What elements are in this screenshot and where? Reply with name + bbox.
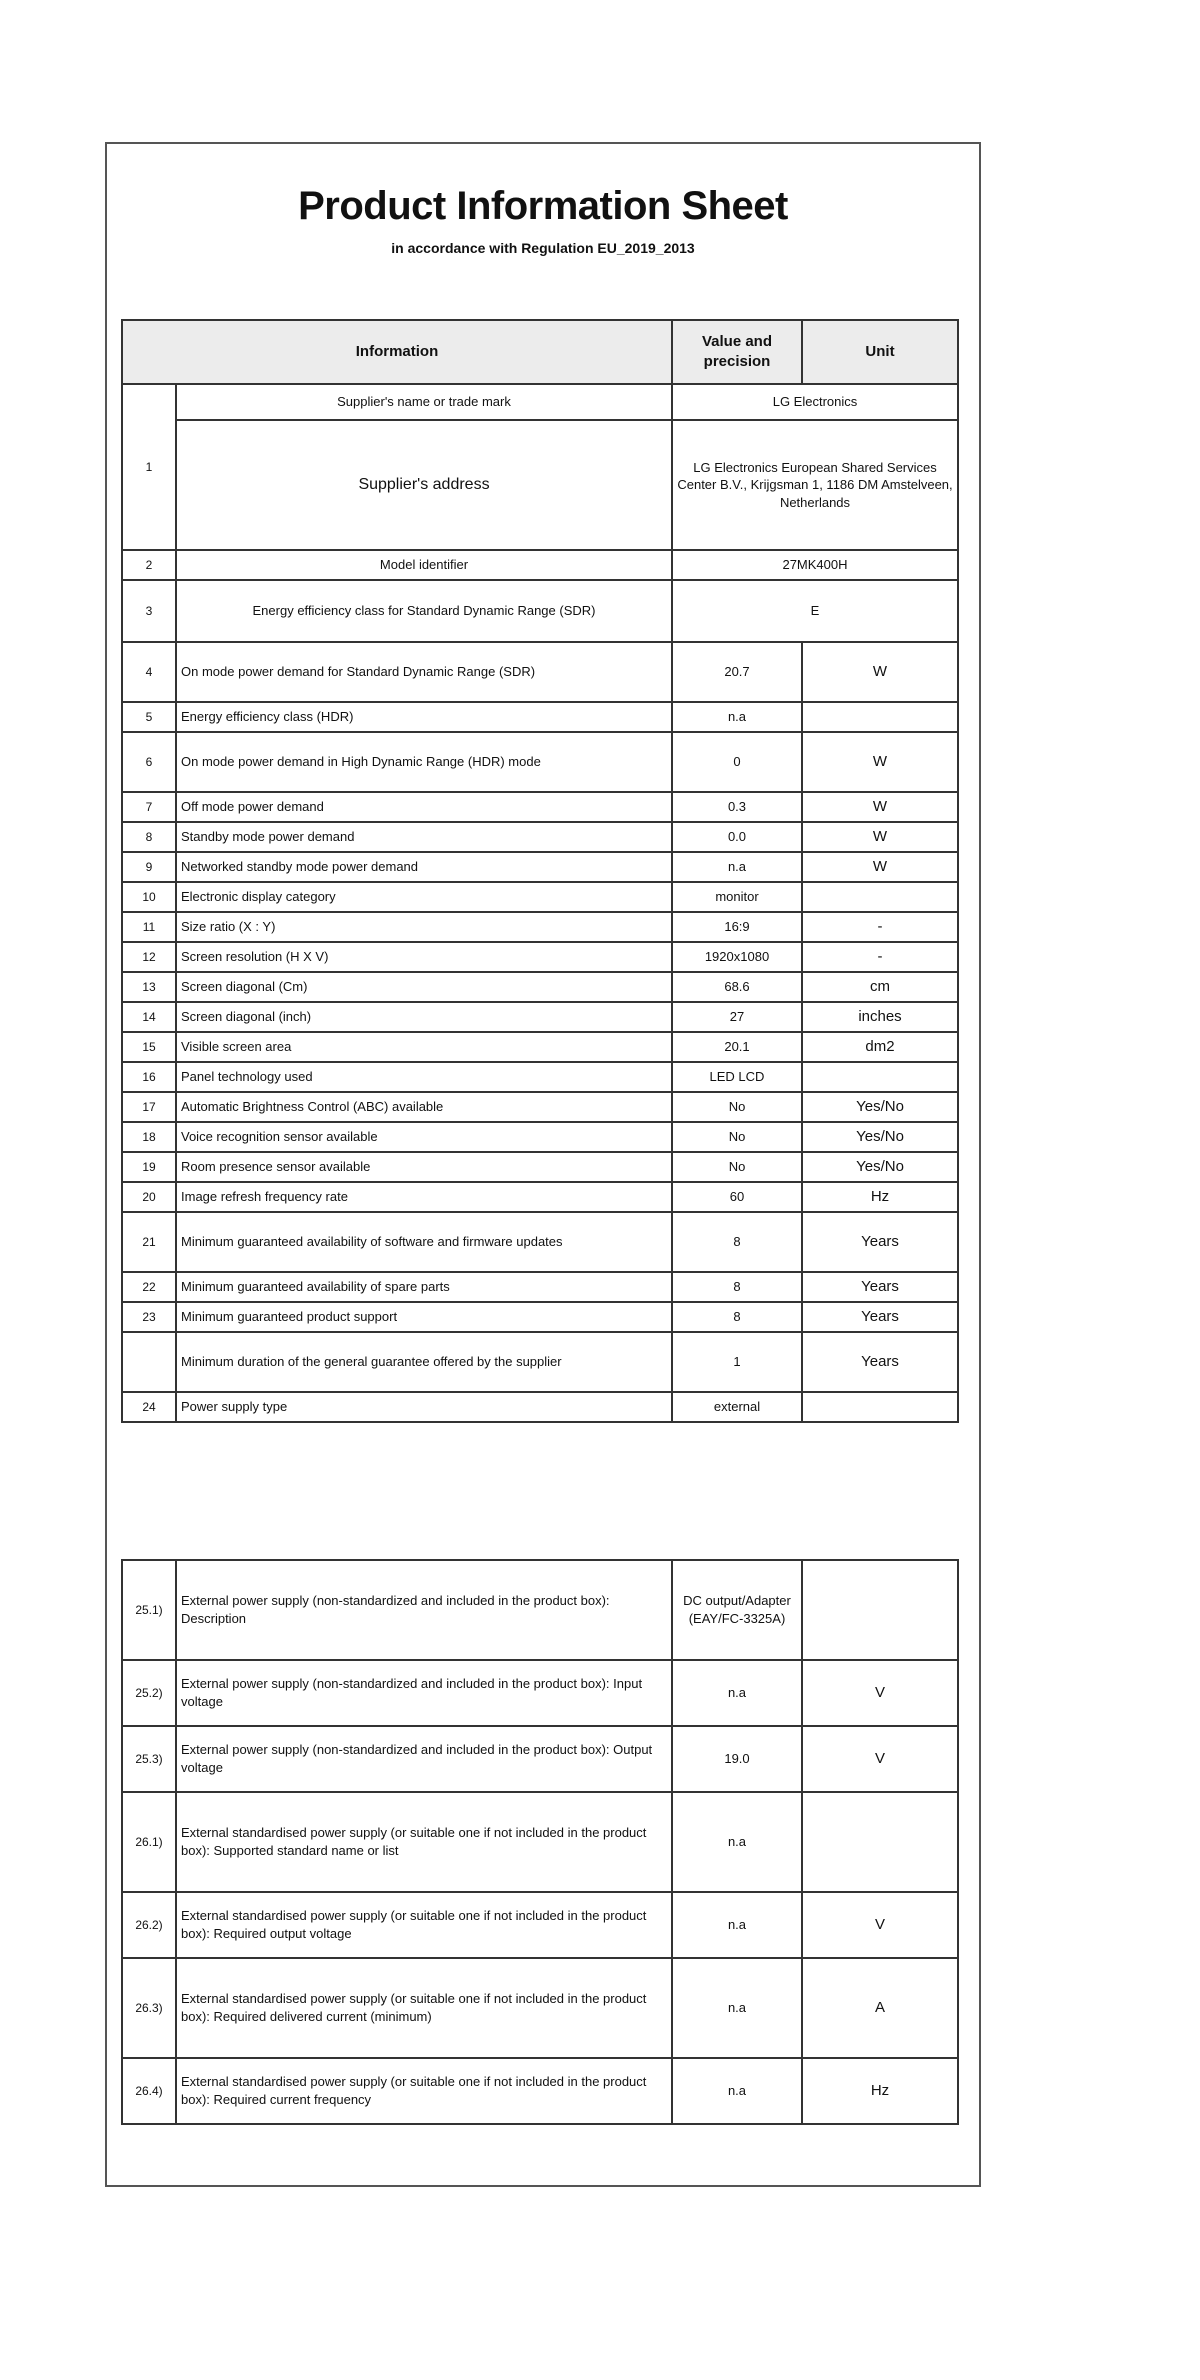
row-value: n.a bbox=[672, 1792, 802, 1892]
table-row bbox=[122, 1660, 958, 1726]
row-number: 15 bbox=[122, 1032, 176, 1062]
table-row bbox=[122, 1332, 958, 1392]
row-value: 1 bbox=[672, 1332, 802, 1392]
row-value: E bbox=[672, 580, 958, 642]
row-unit: V bbox=[802, 1726, 958, 1792]
row-unit: V bbox=[802, 1892, 958, 1958]
row-number: 21 bbox=[122, 1212, 176, 1272]
row-number: 18 bbox=[122, 1122, 176, 1152]
row-label: Networked standby mode power demand bbox=[176, 852, 672, 882]
row-value: No bbox=[672, 1092, 802, 1122]
row-value: LG Electronics European Shared Services Center B.V., Krijgsman 1, 1186 DM Amstelveen, Netherlands bbox=[672, 420, 958, 550]
table-row bbox=[122, 972, 958, 1002]
row-number: 19 bbox=[122, 1152, 176, 1182]
row-label: Voice recognition sensor available bbox=[176, 1122, 672, 1152]
row-value: n.a bbox=[672, 1892, 802, 1958]
row-label: Electronic display category bbox=[176, 882, 672, 912]
row-label: External power supply (non-standardized and included in the product box): Description bbox=[176, 1560, 672, 1660]
row-value: n.a bbox=[672, 2058, 802, 2124]
page-title: Product Information Sheet bbox=[298, 184, 788, 228]
row-value: No bbox=[672, 1122, 802, 1152]
row-value: n.a bbox=[672, 1958, 802, 2058]
table-row bbox=[122, 942, 958, 972]
row-label: Minimum guaranteed product support bbox=[176, 1302, 672, 1332]
row-number: 6 bbox=[122, 732, 176, 792]
row-unit: - bbox=[802, 912, 958, 942]
row-label: Screen diagonal (inch) bbox=[176, 1002, 672, 1032]
row-value: 8 bbox=[672, 1272, 802, 1302]
row-label: Room presence sensor available bbox=[176, 1152, 672, 1182]
row-number: 23 bbox=[122, 1302, 176, 1332]
row-value: 0.3 bbox=[672, 792, 802, 822]
row-unit: Hz bbox=[802, 2058, 958, 2124]
row-label: Screen diagonal (Cm) bbox=[176, 972, 672, 1002]
product-information-sheet bbox=[105, 142, 981, 2187]
row-label: Standby mode power demand bbox=[176, 822, 672, 852]
row-value: 1920x1080 bbox=[672, 942, 802, 972]
table-row bbox=[122, 732, 958, 792]
row-value: 20.1 bbox=[672, 1032, 802, 1062]
row-label: Minimum duration of the general guarantee offered by the supplier bbox=[176, 1332, 672, 1392]
row-number: 20 bbox=[122, 1182, 176, 1212]
row-number: 8 bbox=[122, 822, 176, 852]
row-unit: Years bbox=[802, 1302, 958, 1332]
table-row bbox=[122, 1092, 958, 1122]
row-unit: W bbox=[802, 792, 958, 822]
row-unit bbox=[802, 1792, 958, 1892]
table-header-row bbox=[122, 320, 958, 384]
row-number: 24 bbox=[122, 1392, 176, 1422]
row-value: 27MK400H bbox=[672, 550, 958, 580]
row-unit bbox=[802, 1062, 958, 1092]
table-row bbox=[122, 1958, 958, 2058]
row-number: 17 bbox=[122, 1092, 176, 1122]
row-number: 9 bbox=[122, 852, 176, 882]
row-number: 11 bbox=[122, 912, 176, 942]
row-value: 60 bbox=[672, 1182, 802, 1212]
table-row bbox=[122, 1152, 958, 1182]
row-label: On mode power demand in High Dynamic Range (HDR) mode bbox=[176, 732, 672, 792]
row-value: No bbox=[672, 1152, 802, 1182]
row-label: Energy efficiency class for Standard Dynamic Range (SDR) bbox=[176, 580, 672, 642]
row-unit: cm bbox=[802, 972, 958, 1002]
row-value: monitor bbox=[672, 882, 802, 912]
row-label: Minimum guaranteed availability of spare parts bbox=[176, 1272, 672, 1302]
table-row bbox=[122, 882, 958, 912]
table-row bbox=[122, 1892, 958, 1958]
row-unit: Years bbox=[802, 1332, 958, 1392]
table-row bbox=[122, 852, 958, 882]
table-row bbox=[122, 580, 958, 642]
row-label: Image refresh frequency rate bbox=[176, 1182, 672, 1212]
row-label: External power supply (non-standardized and included in the product box): Input voltage bbox=[176, 1660, 672, 1726]
row-value: n.a bbox=[672, 1660, 802, 1726]
table-row bbox=[122, 420, 958, 550]
row-number bbox=[122, 1332, 176, 1392]
row-number: 10 bbox=[122, 882, 176, 912]
row-number: 26.4) bbox=[122, 2058, 176, 2124]
row-value: 68.6 bbox=[672, 972, 802, 1002]
row-unit: Yes/No bbox=[802, 1152, 958, 1182]
table-row bbox=[122, 550, 958, 580]
row-value: 8 bbox=[672, 1302, 802, 1332]
row-number: 7 bbox=[122, 792, 176, 822]
row-unit: - bbox=[802, 942, 958, 972]
row-unit: V bbox=[802, 1660, 958, 1726]
row-label: External standardised power supply (or suitable one if not included in the product box): Required current frequency bbox=[176, 2058, 672, 2124]
table-row bbox=[122, 1062, 958, 1092]
row-number: 2 bbox=[122, 550, 176, 580]
row-label: Supplier's address bbox=[176, 420, 672, 550]
row-number: 22 bbox=[122, 1272, 176, 1302]
row-unit bbox=[802, 1392, 958, 1422]
row-number: 16 bbox=[122, 1062, 176, 1092]
row-unit: dm2 bbox=[802, 1032, 958, 1062]
row-unit: W bbox=[802, 822, 958, 852]
table-row bbox=[122, 702, 958, 732]
header-value: Value and precision bbox=[672, 320, 802, 384]
row-label: Visible screen area bbox=[176, 1032, 672, 1062]
row-unit bbox=[802, 1560, 958, 1660]
table-row bbox=[122, 912, 958, 942]
row-number: 1 bbox=[122, 384, 176, 550]
row-unit: W bbox=[802, 642, 958, 702]
table-row bbox=[122, 384, 958, 420]
row-value: 0 bbox=[672, 732, 802, 792]
row-label: Supplier's name or trade mark bbox=[176, 384, 672, 420]
row-unit: W bbox=[802, 732, 958, 792]
row-number: 5 bbox=[122, 702, 176, 732]
row-value: 27 bbox=[672, 1002, 802, 1032]
row-number: 26.3) bbox=[122, 1958, 176, 2058]
info-table-power-supply bbox=[121, 1559, 959, 2125]
row-number: 12 bbox=[122, 942, 176, 972]
table-row bbox=[122, 1560, 958, 1660]
table-row bbox=[122, 1792, 958, 1892]
row-value: DC output/Adapter (EAY/FC-3325A) bbox=[672, 1560, 802, 1660]
header-unit: Unit bbox=[802, 320, 958, 384]
row-unit bbox=[802, 702, 958, 732]
row-unit bbox=[802, 882, 958, 912]
row-value: 20.7 bbox=[672, 642, 802, 702]
row-unit: Years bbox=[802, 1212, 958, 1272]
row-number: 4 bbox=[122, 642, 176, 702]
row-number: 25.2) bbox=[122, 1660, 176, 1726]
row-number: 3 bbox=[122, 580, 176, 642]
row-label: External power supply (non-standardized and included in the product box): Output voltage bbox=[176, 1726, 672, 1792]
row-number: 25.1) bbox=[122, 1560, 176, 1660]
table-row bbox=[122, 642, 958, 702]
row-value: n.a bbox=[672, 702, 802, 732]
row-label: On mode power demand for Standard Dynamic Range (SDR) bbox=[176, 642, 672, 702]
row-unit: Hz bbox=[802, 1182, 958, 1212]
row-label: Size ratio (X : Y) bbox=[176, 912, 672, 942]
row-label: Model identifier bbox=[176, 550, 672, 580]
row-value: external bbox=[672, 1392, 802, 1422]
row-label: Automatic Brightness Control (ABC) available bbox=[176, 1092, 672, 1122]
row-unit: W bbox=[802, 852, 958, 882]
table-row bbox=[122, 1122, 958, 1152]
row-unit: inches bbox=[802, 1002, 958, 1032]
row-number: 26.2) bbox=[122, 1892, 176, 1958]
page-subtitle: in accordance with Regulation EU_2019_2013 bbox=[391, 240, 695, 256]
row-value: 19.0 bbox=[672, 1726, 802, 1792]
row-unit: Years bbox=[802, 1272, 958, 1302]
row-value: n.a bbox=[672, 852, 802, 882]
row-number: 13 bbox=[122, 972, 176, 1002]
row-value: 16:9 bbox=[672, 912, 802, 942]
row-label: External standardised power supply (or suitable one if not included in the product box): Required delivered current (minimum) bbox=[176, 1958, 672, 2058]
table-row bbox=[122, 1212, 958, 1272]
row-unit: A bbox=[802, 1958, 958, 2058]
row-value: LG Electronics bbox=[672, 384, 958, 420]
row-label: External standardised power supply (or suitable one if not included in the product box): Supported standard name or list bbox=[176, 1792, 672, 1892]
row-label: Energy efficiency class (HDR) bbox=[176, 702, 672, 732]
table-row bbox=[122, 1032, 958, 1062]
row-value: LED LCD bbox=[672, 1062, 802, 1092]
row-number: 25.3) bbox=[122, 1726, 176, 1792]
table-row bbox=[122, 1002, 958, 1032]
row-label: Power supply type bbox=[176, 1392, 672, 1422]
row-label: External standardised power supply (or suitable one if not included in the product box): Required output voltage bbox=[176, 1892, 672, 1958]
row-label: Off mode power demand bbox=[176, 792, 672, 822]
header-information: Information bbox=[122, 320, 672, 384]
info-table-main bbox=[121, 319, 959, 1423]
row-number: 26.1) bbox=[122, 1792, 176, 1892]
table-row bbox=[122, 1726, 958, 1792]
table-row bbox=[122, 1272, 958, 1302]
table-row bbox=[122, 792, 958, 822]
table-row bbox=[122, 2058, 958, 2124]
row-value: 8 bbox=[672, 1212, 802, 1272]
row-label: Minimum guaranteed availability of software and firmware updates bbox=[176, 1212, 672, 1272]
table-row bbox=[122, 1302, 958, 1332]
row-number: 14 bbox=[122, 1002, 176, 1032]
table-row bbox=[122, 822, 958, 852]
table-row bbox=[122, 1392, 958, 1422]
table-row bbox=[122, 1182, 958, 1212]
row-unit: Yes/No bbox=[802, 1122, 958, 1152]
row-value: 0.0 bbox=[672, 822, 802, 852]
row-label: Screen resolution (H X V) bbox=[176, 942, 672, 972]
row-label: Panel technology used bbox=[176, 1062, 672, 1092]
row-unit: Yes/No bbox=[802, 1092, 958, 1122]
